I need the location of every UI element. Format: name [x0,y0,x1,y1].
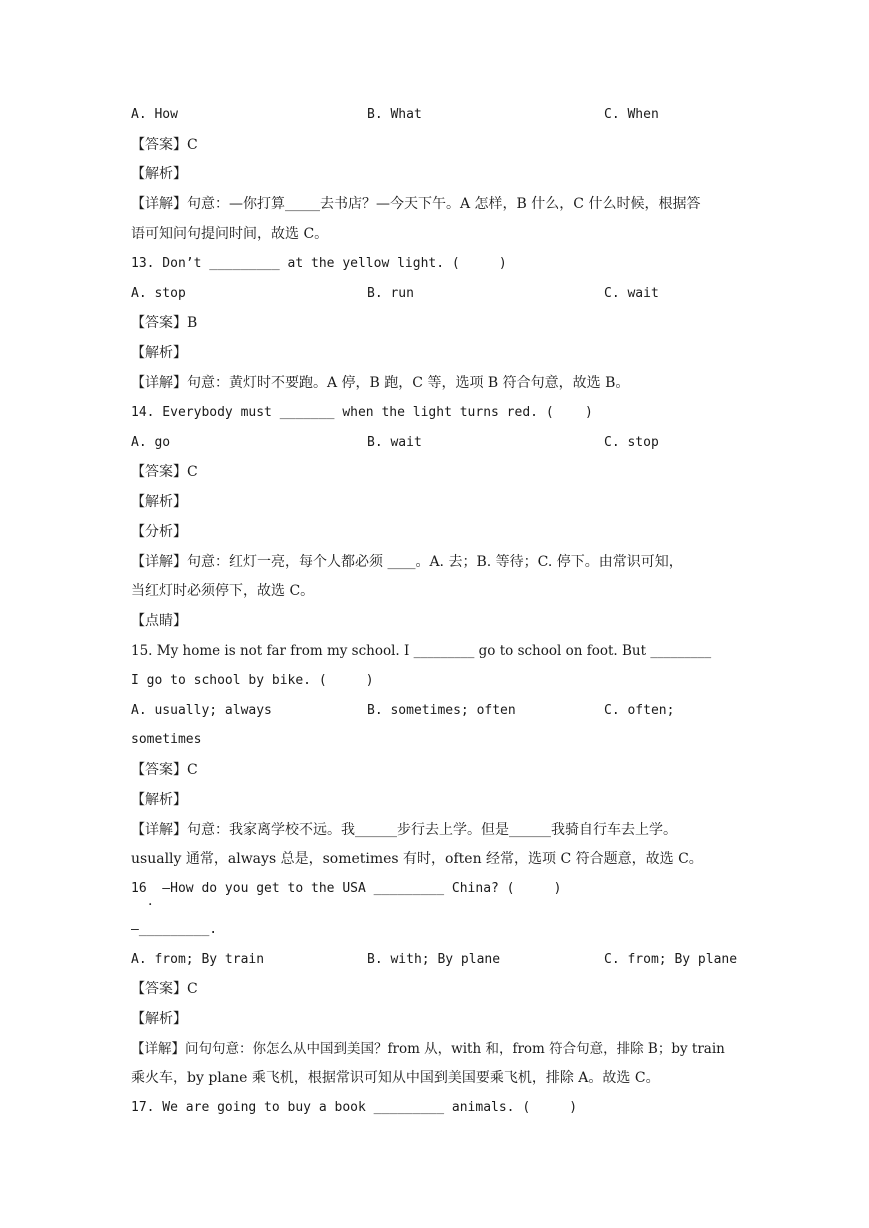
q14-option-a: A. go [131,435,171,450]
q15-answer: 【答案】C [131,762,198,778]
q15-analysis-label: 【解析】 [131,792,187,808]
q15-option-c: C. often; [604,703,675,718]
q14-stem: 14. Everybody must _______ when the light turns red. ( ) [131,405,593,420]
q16-detail-line-2: 乘火车，by plane 乘飞机，根据常识可知从中国到美国要乘飞机，排除 A。故选 C。 [131,1070,660,1086]
q16-answer: 【答案】C [131,981,198,997]
q14-option-c: C. stop [604,435,659,450]
q16-option-b: B. with; By plane [367,952,501,967]
q17-stem: 17. We are going to buy a book _________ animals. ( ) [131,1100,578,1115]
q12-option-b: B. What [367,107,422,122]
q13-analysis-label: 【解析】 [131,345,187,361]
q15-option-b: B. sometimes; often [367,703,516,718]
q12-option-c: C. When [604,107,659,122]
q13-option-b: B. run [367,286,414,301]
q15-option-a: A. usually; always [131,703,272,718]
q16-stem: 16 —How do you get to the USA _________ China? ( ) [131,881,562,896]
q14-fenxi-label: 【分析】 [131,524,187,540]
q14-analysis-label: 【解析】 [131,494,187,510]
q15-option-c-continued: sometimes [131,732,202,747]
q14-answer: 【答案】C [131,464,198,480]
q16-number-dot: · [148,897,153,913]
q13-option-a: A. stop [131,286,186,301]
q15-detail-line-1: 【详解】句意：我家离学校不远。我______步行去上学。但是______我骑自行车去上学。 [131,822,677,838]
q12-detail-line-2: 语可知问句提问时间，故选 C。 [131,226,329,242]
q12-analysis-label: 【解析】 [131,166,187,182]
q16-detail-line-1: 【详解】问句句意：你怎么从中国到美国？from 从，with 和，from 符合句意，排除 B；by train [131,1041,725,1057]
q13-stem: 13. Don’t _________ at the yellow light. ( ) [131,256,507,271]
q14-detail-line-2: 当红灯时必须停下，故选 C。 [131,583,315,599]
q15-detail-line-2: usually 通常，always 总是，sometimes 有时，often 经常，选项 C 符合题意，故选 C。 [131,851,703,867]
q13-detail: 【详解】句意：黄灯时不要跑。A 停，B 跑，C 等，选项 B 符合句意，故选 B。 [131,375,630,391]
q12-detail-line-1: 【详解】句意：—你打算_____去书店？—今天下午。A 怎样，B 什么，C 什么时候，根据答 [131,196,701,212]
q16-option-a: A. from; By train [131,952,265,967]
q15-stem-line-2: I go to school by bike. ( ) [131,673,374,688]
q12-option-a: A. How [131,107,178,122]
q16-option-c: C. from; By plane [604,952,738,967]
q16-reply-line: —_________. [131,922,218,937]
q12-answer: 【答案】C [131,137,198,153]
q15-stem-line-1: 15. My home is not far from my school. I _________ go to school on foot. But _________ [131,643,712,659]
q14-option-b: B. wait [367,435,422,450]
q13-option-c: C. wait [604,286,659,301]
q16-analysis-label: 【解析】 [131,1011,187,1027]
q14-dianjing-label: 【点睛】 [131,613,187,629]
q14-detail-line-1: 【详解】句意：红灯一亮，每个人都必须 ____。A. 去；B. 等待；C. 停下。由常识可知， [131,554,683,570]
q13-answer: 【答案】B [131,315,198,331]
